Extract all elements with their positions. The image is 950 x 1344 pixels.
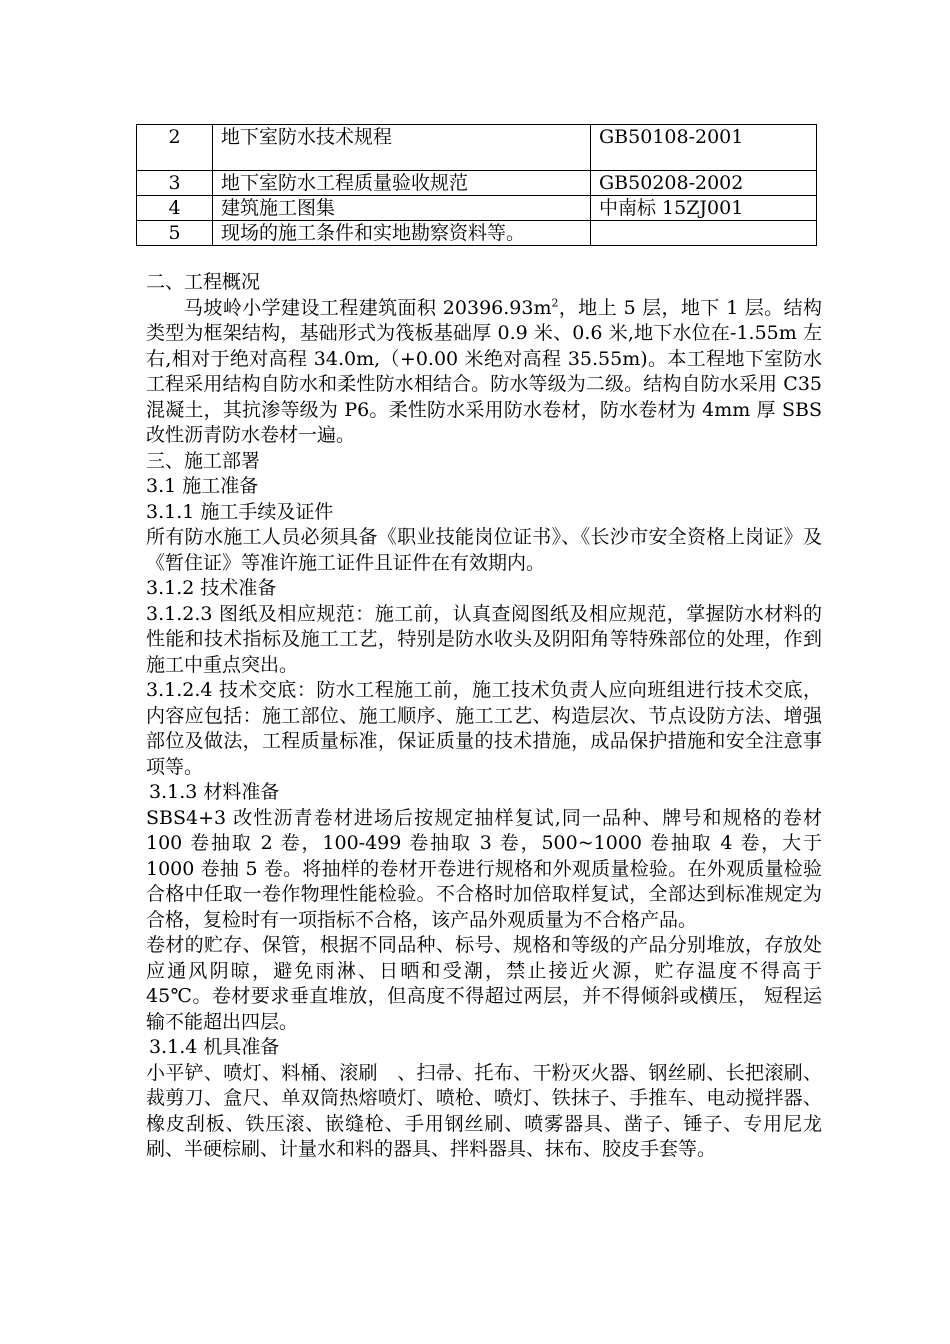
subsection-heading-technical: 3.1.2 技术准备 (146, 577, 277, 599)
table-row (137, 171, 817, 196)
row-number: 2 (137, 125, 213, 171)
table-row (137, 196, 817, 221)
standard-name: 现场的施工条件和实地勘察资料等。 (213, 221, 591, 246)
standard-name: 地下室防水技术规程 (213, 125, 591, 171)
permits-paragraph: 所有防水施工人员必须具备《职业技能岗位证书》、《长沙市安全资格上岗证》及《暂住证》等准许施工证件且证件在有效期内。 (146, 526, 822, 574)
overview-text-start: 马坡岭小学建设工程建筑面积 20396.93m (184, 296, 552, 319)
materials-storage-paragraph: 卷材的贮存、保管，根据不同品种、标号、规格和等级的产品分别堆放，存放处应通风阴晾，避免雨淋、日晒和受潮，禁止接近火源，贮存温度不得高于 45℃。卷材要求垂直堆放，但高度不得超过两层，并不得倾斜或横压， 短程运输不能超出四层。 (146, 934, 822, 1033)
table-row (137, 125, 817, 171)
reference-table (136, 124, 817, 246)
standard-code (591, 221, 817, 246)
materials-sampling-paragraph: SBS4+3 改性沥青卷材进场后按规定抽样复试,同一品种、牌号和规格的卷材 100 卷抽取 2 卷，100-499 卷抽取 3 卷，500~1000 卷抽取 4 卷，大于 1000 卷抽 5 卷。将抽样的卷材开卷进行规格和外观质量检验。在外观质量检验合格中任取一卷作物理性能检验。不合格时加倍取样复试，全部达到标准规定为合格，复检时有一项指标不合格，该产品外观质量为不合格产品。 (146, 806, 822, 931)
standard-code: 中南标 15ZJ001 (591, 196, 817, 221)
technical-drawings-paragraph: 3.1.2.3 图纸及相应规范：施工前，认真查阅图纸及相应规范，掌握防水材料的性能和技术指标及施工工艺，特别是防水收头及阴阳角等特殊部位的处理，作到施工中重点突出。 (146, 602, 822, 676)
subsection-heading-permits: 3.1.1 施工手续及证件 (146, 500, 334, 523)
standard-name: 地下室防水工程质量验收规范 (213, 171, 591, 196)
row-number: 3 (137, 171, 213, 196)
section-heading-deployment: 三、施工部署 (146, 449, 261, 472)
subsection-heading-equipment: 3.1.4 机具准备 (149, 1036, 280, 1058)
subsection-heading-preparation: 3.1 施工准备 (146, 475, 259, 497)
standard-code: GB50208-2002 (591, 171, 817, 196)
document-body (146, 270, 822, 1163)
standard-code: GB50108-2001 (591, 125, 817, 171)
overview-text-rest: ，地上 5 层，地下 1 层。结构类型为框架结构，基础形式为筏板基础厚 0.9 米、0.6 米,地下水位在-1.55m 左右,相对于绝对高程 34.0m,（+0.00 米绝对高程 35.55m)。本工程地下室防水工程采用结构自防水和柔性防水相结合。防水等级为二级。结构自防水采用 C35 混凝土，其抗渗等级为 P6。柔性防水采用防水卷材，防水卷材为 4mm 厚 SBS 改性沥青防水卷材一遍。 (146, 296, 822, 446)
overview-paragraph (146, 296, 822, 449)
technical-briefing-paragraph: 3.1.2.4 技术交底：防水工程施工前，施工技术负责人应向班组进行技术交底，内容应包括：施工部位、施工顺序、施工工艺、构造层次、节点设防方法、增强部位及做法，工程质量标准，保证质量的技术措施，成品保护措施和安全注意事项等。 (146, 679, 822, 778)
row-number: 5 (137, 221, 213, 246)
equipment-paragraph: 小平铲、喷灯、料桶、滚刷 、扫帚、托布、干粉灭火器、钢丝刷、长把滚刷、裁剪刀、盒尺、单双筒热熔喷灯、喷枪、喷灯、铁抹子、手推车、电动搅拌器、橡皮刮板、铁压滚、嵌缝枪、手用钢丝刷、喷雾器具、凿子、锤子、专用尼龙刷、半硬棕刷、计量水和料的器具、拌料器具、抹布、胶皮手套等。 (146, 1061, 822, 1160)
area-unit-superscript: 2 (551, 296, 559, 310)
row-number: 4 (137, 196, 213, 221)
subsection-heading-materials: 3.1.3 材料准备 (149, 781, 280, 803)
table-row (137, 221, 817, 246)
standard-name: 建筑施工图集 (213, 196, 591, 221)
section-heading-overview: 二、工程概况 (146, 271, 261, 293)
